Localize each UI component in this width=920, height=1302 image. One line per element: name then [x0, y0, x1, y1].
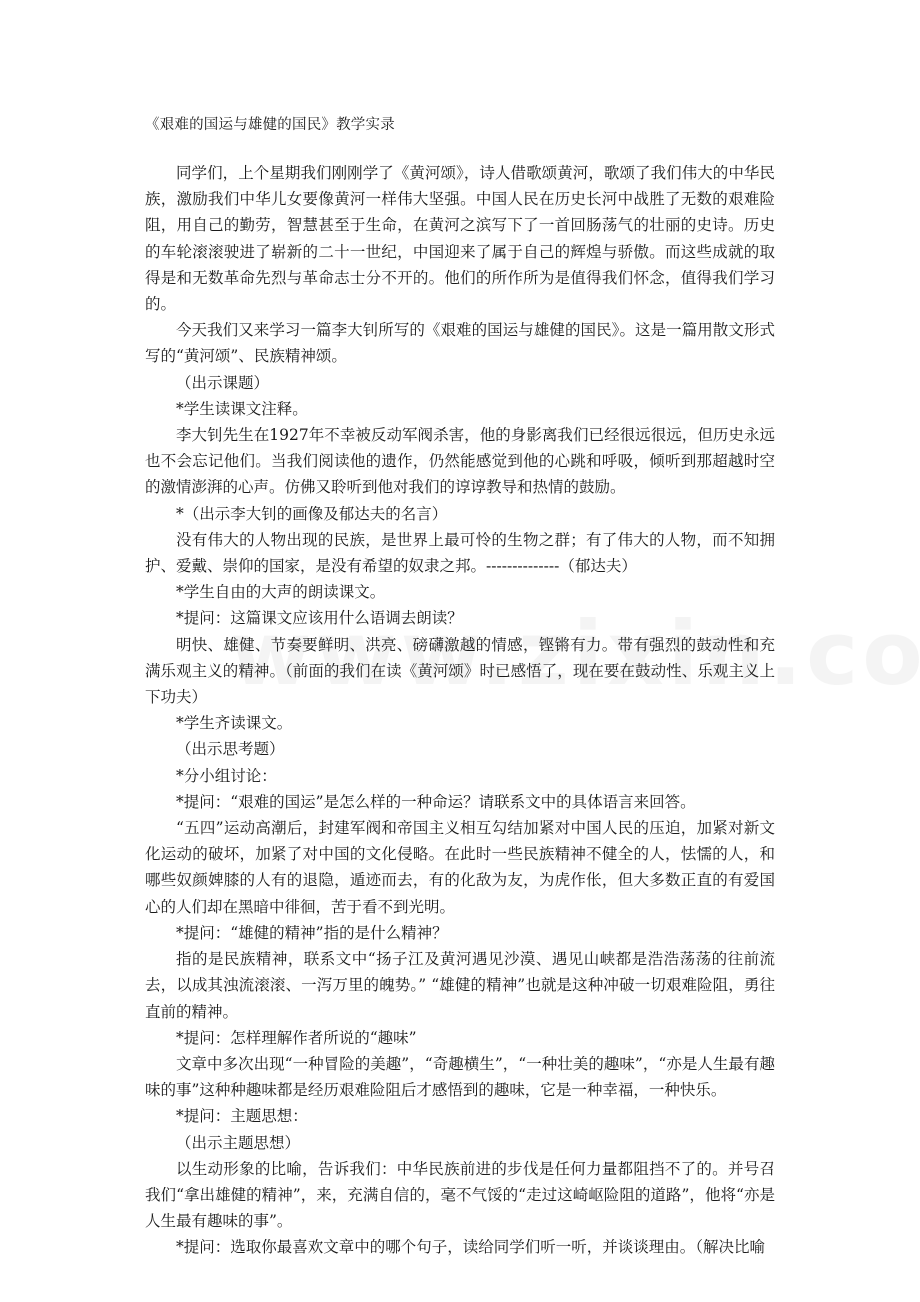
- paragraph: *分小组讨论：: [176, 766, 277, 785]
- paragraph: 文章中多次出现“一种冒险的美趣”，“奇趣横生”，“一种壮美的趣味”，“亦是人生最有趣味的事”这种种趣味都是经历艰难险阻后才感悟到的趣味，它是一种幸福，一种快乐。: [145, 1054, 775, 1100]
- question: *提问：怎样理解作者所说的“趣味”: [176, 1028, 417, 1047]
- question: *提问：“艰难的国运”是怎么样的一种命运？请联系文中的具体语言来回答。: [176, 792, 696, 811]
- document-page: [145, 112, 775, 1261]
- question: *提问：主题思想：: [176, 1107, 308, 1126]
- paragraph: 同学们，上个星期我们刚刚学了《黄河颂》，诗人借歌颂黄河，歌颂了我们伟大的中华民族，激励我们中华儿女要像黄河一样伟大坚强。中国人民在历史长河中战胜了无数的艰难险阻，用自己的勤劳，智慧甚至于生命，在黄河之滨写下了一首回肠荡气的壮丽的史诗。历史的车轮滚滚驶进了崭新的二十一世纪，中国迎来了属于自己的辉煌与骄傲。而这些成就的取得是和无数革命先烈与革命志士分不开的。他们的所作所为是值得我们怀念，值得我们学习的。: [145, 164, 775, 314]
- paragraph: （出示课题）: [176, 373, 270, 392]
- paragraph: *学生齐读课文。: [176, 714, 293, 733]
- paragraph: “五四”运动高潮后，封建军阀和帝国主义相互勾结加紧对中国人民的压迫，加紧对新文化运动的破坏，加紧了对中国的文化侵略。在此时一些民族精神不健全的人，怯懦的人，和哪些奴颜婢膝的人有的退隐，遁迹而去，有的化敌为友，为虎作伥，但大多数正直的有爱国心的人们却在黑暗中徘徊，苦于看不到光明。: [145, 819, 775, 916]
- paragraph: 以生动形象的比喻，告诉我们：中华民族前进的步伐是任何力量都阻挡不了的。并号召我们“拿出雄健的精神”，来，充满自信的，毫不气馁的“走过这崎岖险阻的道路”，他将“亦是人生最有趣味的事”。: [145, 1159, 775, 1231]
- paragraph: 今天我们又来学习一篇李大钊所写的《艰难的国运与雄健的国民》。这是一篇用散文形式写的“黄河颂”、民族精神颂。: [145, 321, 775, 366]
- paragraph: 明快、雄健、节奏要鲜明、洪亮、磅礴激越的情感，铿锵有力。带有强烈的鼓动性和充满乐观主义的精神。（前面的我们在读《黄河颂》时已感悟了，现在要在鼓动性、乐观主义上下功夫）: [145, 635, 775, 707]
- question: *提问：“雄健的精神”指的是什么精神？: [176, 923, 448, 942]
- paragraph: （出示主题思想）: [176, 1133, 301, 1152]
- paragraph: 指的是民族精神，联系文中“扬子江及黄河遇见沙漠、遇见山峡都是浩浩荡荡的往前流去，以成其浊流滚滚、一泻万里的魄势。” “雄健的精神”也就是这种冲破一切艰难险阻，勇往直前的精神。: [145, 950, 775, 1021]
- paragraph: *学生自由的大声的朗读课文。: [176, 583, 386, 602]
- quote-paragraph: 没有伟大的人物出现的民族，是世界上最可怜的生物之群；有了伟大的人物，而不知拥护、爱戴、崇仰的国家，是没有希望的奴隶之邦。--------------（郁达夫）: [145, 530, 775, 576]
- document-title: 《艰难的国运与雄健的国民》教学实录: [145, 117, 395, 133]
- paragraph: （出示思考题）: [176, 740, 285, 759]
- paragraph: *学生读课文注释。: [176, 399, 308, 418]
- paragraph: *（出示李大钊的画像及郁达夫的名言）: [176, 504, 448, 523]
- question: *提问：选取你最喜欢文章中的哪个句子，读给同学们听一听，并谈谈理由。（解决比喻: [176, 1238, 766, 1257]
- paragraph: 李大钊先生在1927年不幸被反动军阀杀害，他的身影离我们已经很远很远，但历史永远也不会忘记他们。当我们阅读他的遗作，仍然能感觉到他的心跳和呼吸，倾听到那超越时空的激情澎湃的心声。仿佛又聆听到他对我们的谆谆教导和热情的鼓励。: [145, 426, 775, 497]
- question: *提问：这篇课文应该用什么语调去朗读？: [176, 609, 463, 628]
